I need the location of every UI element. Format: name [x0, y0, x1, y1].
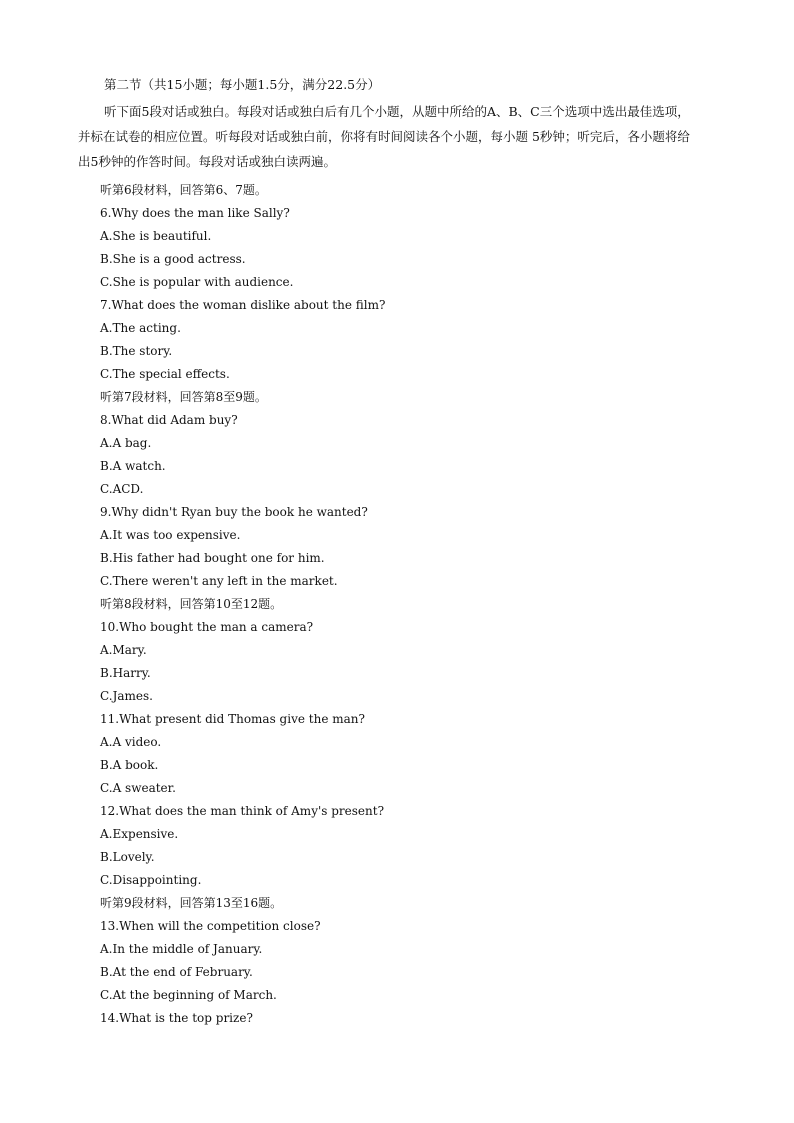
answer-option: C.ACD. — [100, 482, 144, 496]
answer-option: A.It was too expensive. — [100, 528, 241, 542]
answer-option: B.A watch. — [100, 459, 166, 473]
answer-option: C.There weren't any left in the market. — [100, 574, 338, 588]
answer-option: C.Disappointing. — [100, 873, 202, 887]
answer-option: A.Expensive. — [100, 827, 179, 841]
question-text: 12.What does the man think of Amy's present? — [100, 804, 385, 818]
question-text: 13.When will the competition close? — [100, 919, 321, 933]
answer-option: C.At the beginning of March. — [100, 988, 277, 1002]
question-list — [100, 179, 385, 1030]
answer-option: B.Lovely. — [100, 850, 155, 864]
answer-option: B.Harry. — [100, 666, 151, 680]
question-text: 6.Why does the man like Sally? — [100, 206, 290, 220]
question-text: 7.What does the woman dislike about the film? — [100, 298, 386, 312]
question-text: 14.What is the top prize? — [100, 1011, 253, 1025]
answer-option: C.She is popular with audience. — [100, 275, 294, 289]
material-heading: 听第7段材料，回答第8至9题。 — [100, 390, 267, 404]
answer-option: A.She is beautiful. — [100, 229, 212, 243]
material-heading: 听第8段材料，回答第10至12题。 — [100, 597, 283, 611]
answer-option: B.At the end of February. — [100, 965, 253, 979]
answer-option: C.A sweater. — [100, 781, 176, 795]
answer-option: A.Mary. — [100, 643, 147, 657]
answer-option: B.A book. — [100, 758, 159, 772]
instructions — [78, 99, 728, 174]
question-text: 8.What did Adam buy? — [100, 413, 238, 427]
answer-option: B.She is a good actress. — [100, 252, 246, 266]
answer-option: A.The acting. — [100, 321, 181, 335]
instruction-line: 听下面5段对话或独白。每段对话或独白后有几个小题，从题中所给的A、B、C三个选项中选出最佳选项， — [104, 104, 690, 119]
answer-option: B.His father had bought one for him. — [100, 551, 325, 565]
answer-option: B.The story. — [100, 344, 173, 358]
instruction-line: 并标在试卷的相应位置。听每段对话或独白前，你将有时间阅读各个小题，每小题 5秒钟；听完后，各小题将给 — [78, 129, 690, 144]
answer-option: C.The special effects. — [100, 367, 230, 381]
question-text: 10.Who bought the man a camera? — [100, 620, 314, 634]
material-heading: 听第9段材料，回答第13至16题。 — [100, 896, 283, 910]
section-header: 第二节（共15小题；每小题1.5分，满分22.5分） — [104, 77, 381, 92]
answer-option: A.A bag. — [100, 436, 152, 450]
instruction-line: 出5秒钟的作答时间。每段对话或独白读两遍。 — [78, 154, 336, 169]
question-text: 9.Why didn't Ryan buy the book he wanted? — [100, 505, 368, 519]
answer-option: A.In the middle of January. — [100, 942, 263, 956]
material-heading: 听第6段材料，回答第6、7题。 — [100, 183, 267, 197]
answer-option: C.James. — [100, 689, 153, 703]
question-text: 11.What present did Thomas give the man? — [100, 712, 365, 726]
answer-option: A.A video. — [100, 735, 162, 749]
